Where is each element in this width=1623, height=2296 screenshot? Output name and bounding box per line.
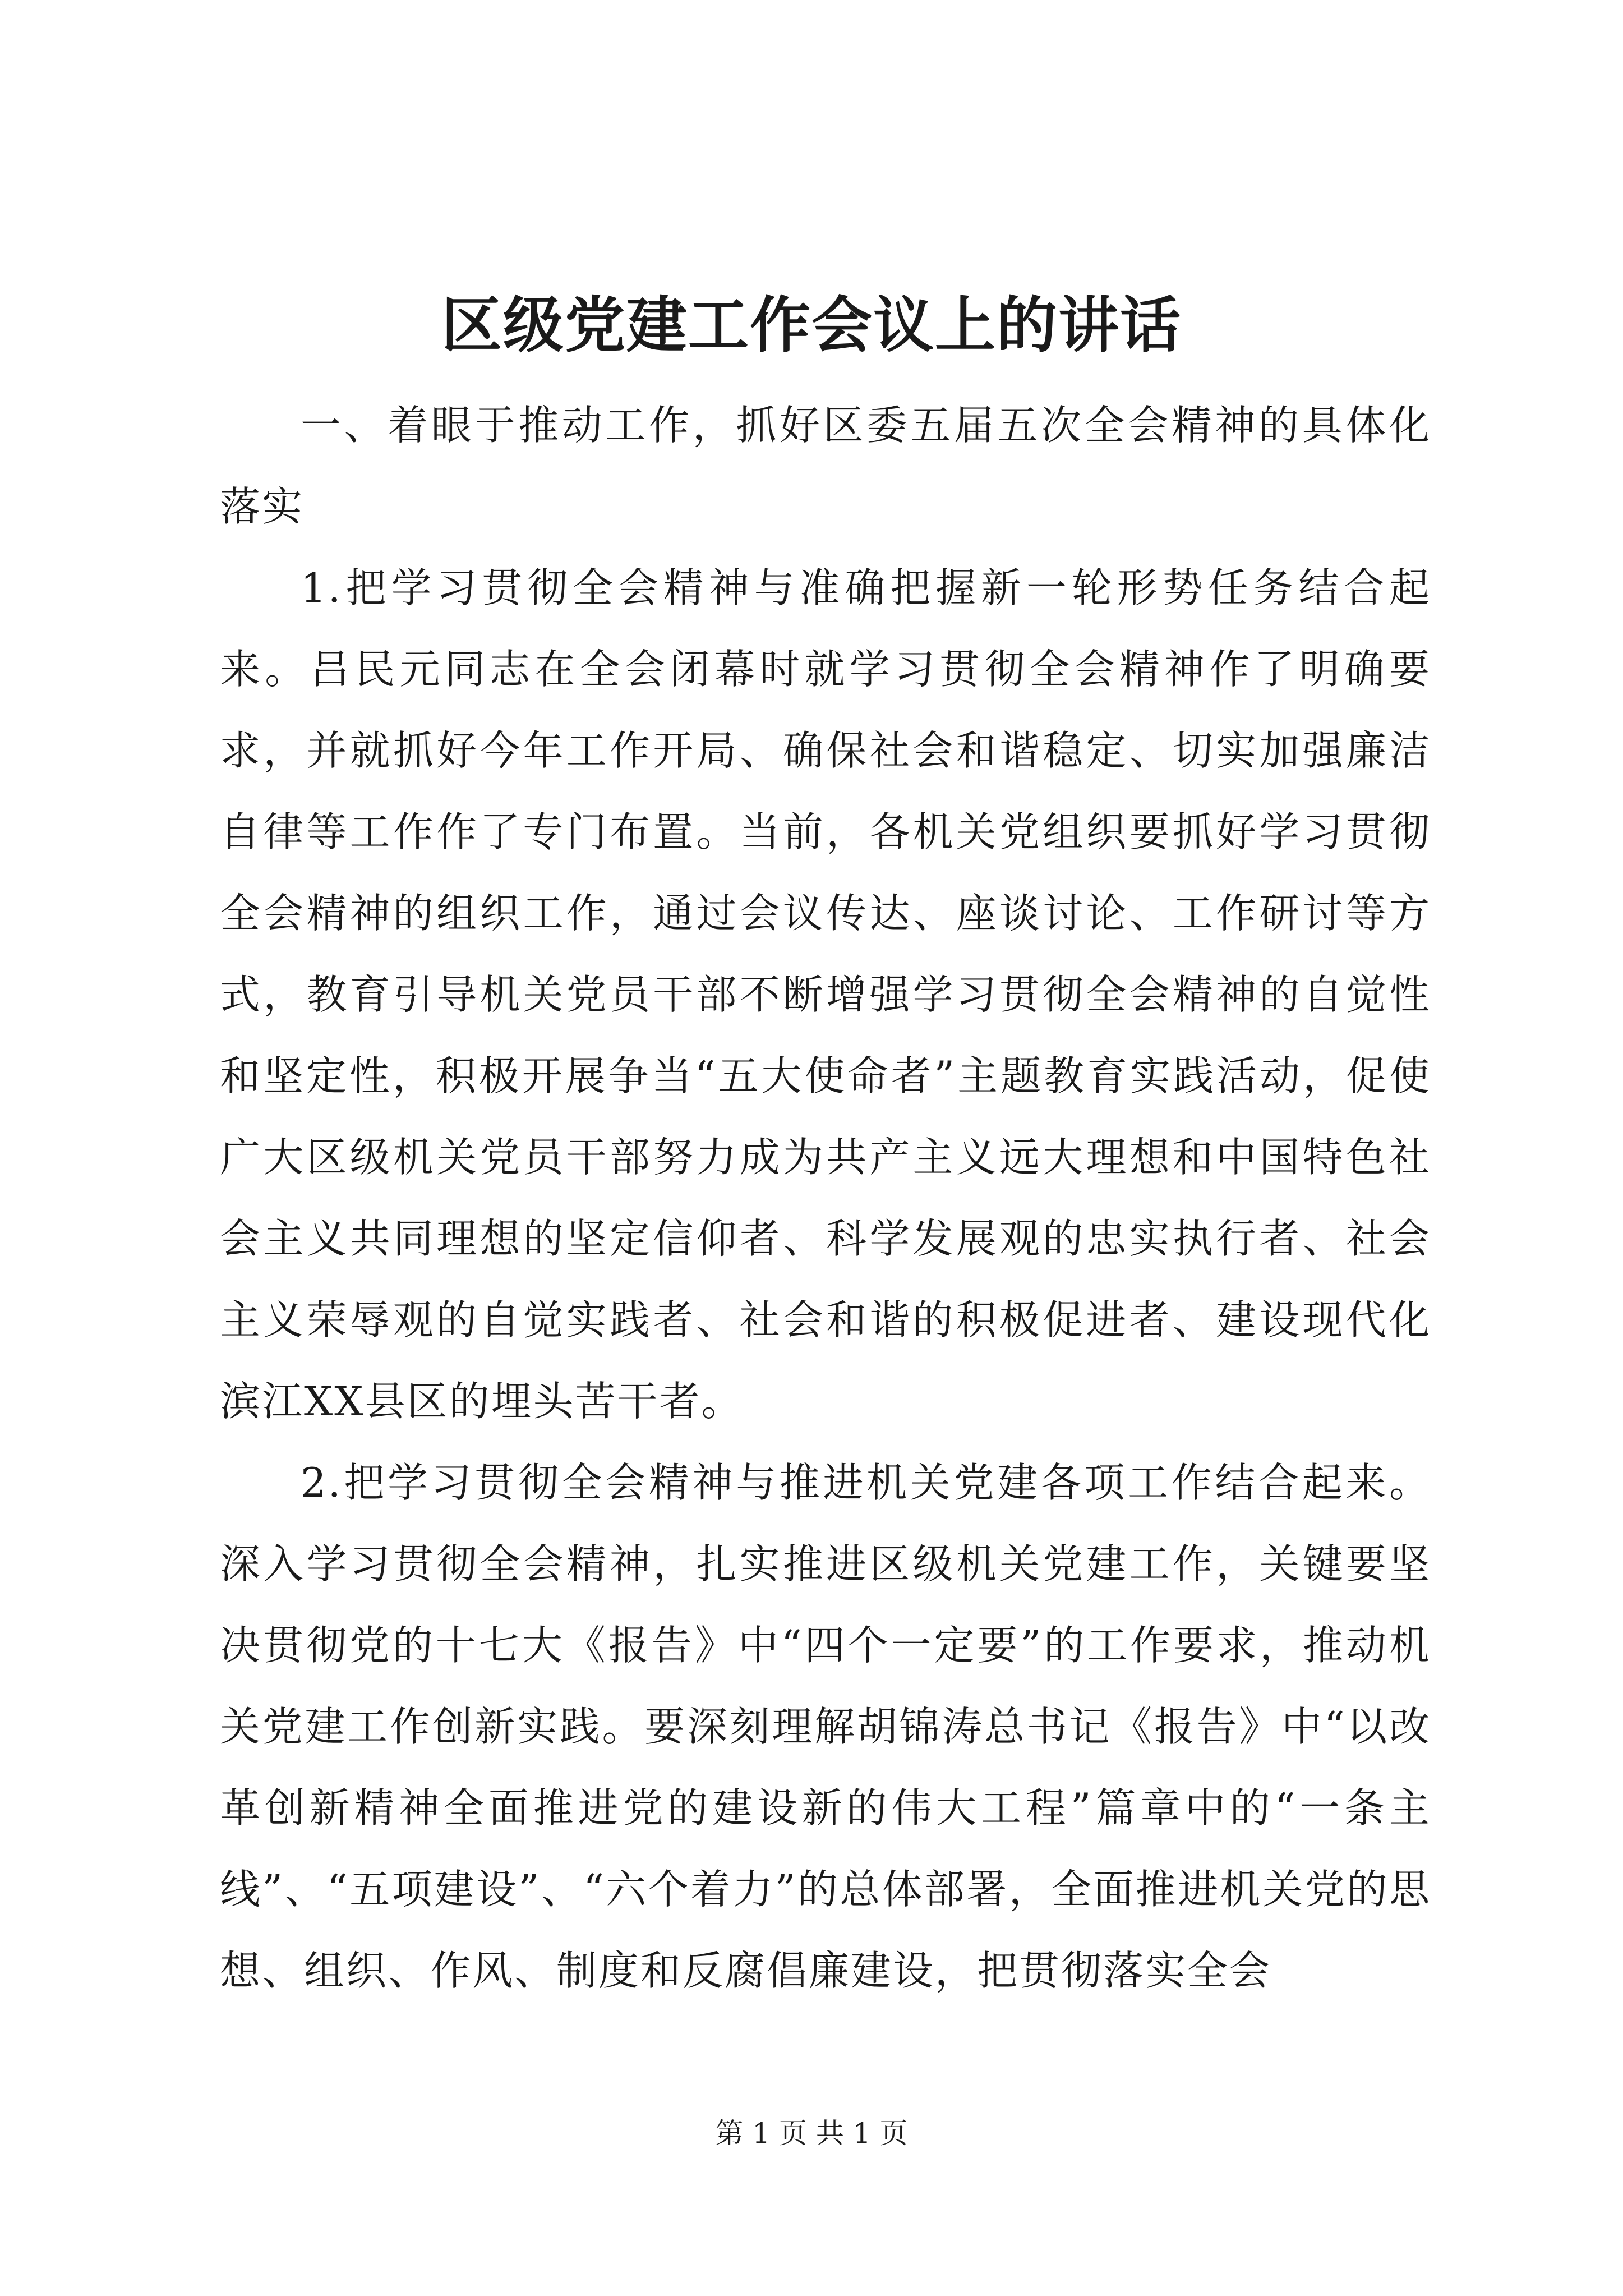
page-title: 区级党建工作会议上的讲话 (441, 290, 1182, 361)
paragraph: 1.把学习贯彻全会精神与准确把握新一轮形势任务结合起来。吕民元同志在全会闭幕时就学习贯彻全会精神作了明确要求，并就抓好今年工作开局、确保社会和谐稳定、切实加强廉洁自律等工作作了专门布置。当前，各机关党组织要抓好学习贯彻全会精神的组织工作，通过会议传达、座谈讨论、工作研讨等方式，教育引导机关党员干部不断增强学习贯彻全会精神的自觉性和坚定性，积极开展争当“五大使命者”主题教育实践活动，促使广大区级机关党员干部努力成为共产主义远大理想和中国特色社会主义共同理想的坚定信仰者、科学发展观的忠实执行者、社会主义荣辱观的自觉实践者、社会和谐的积极促进者、建设现代化滨江XX县区的埋头苦干者。 (220, 564, 1431, 1425)
page-footer: 第 1 页 共 1 页 (715, 2117, 908, 2150)
document-body (220, 385, 1431, 2012)
paragraph-heading: 一、着眼于推动工作，抓好区委五届五次全会精神的具体化落实 (220, 402, 1431, 530)
paragraph: 2.把学习贯彻全会精神与推进机关党建各项工作结合起来。深入学习贯彻全会精神，扎实推进区级机关党建工作，关键要坚决贯彻党的十七大《报告》中“四个一定要”的工作要求，推动机关党建工作创新实践。要深刻理解胡锦涛总书记《报告》中“以改革创新精神全面推进党的建设新的伟大工程”篇章中的“一条主线”、“五项建设”、“六个着力”的总体部署，全面推进机关党的思想、组织、作风、制度和反腐倡廉建设，把贯彻落实全会 (220, 1459, 1431, 1994)
